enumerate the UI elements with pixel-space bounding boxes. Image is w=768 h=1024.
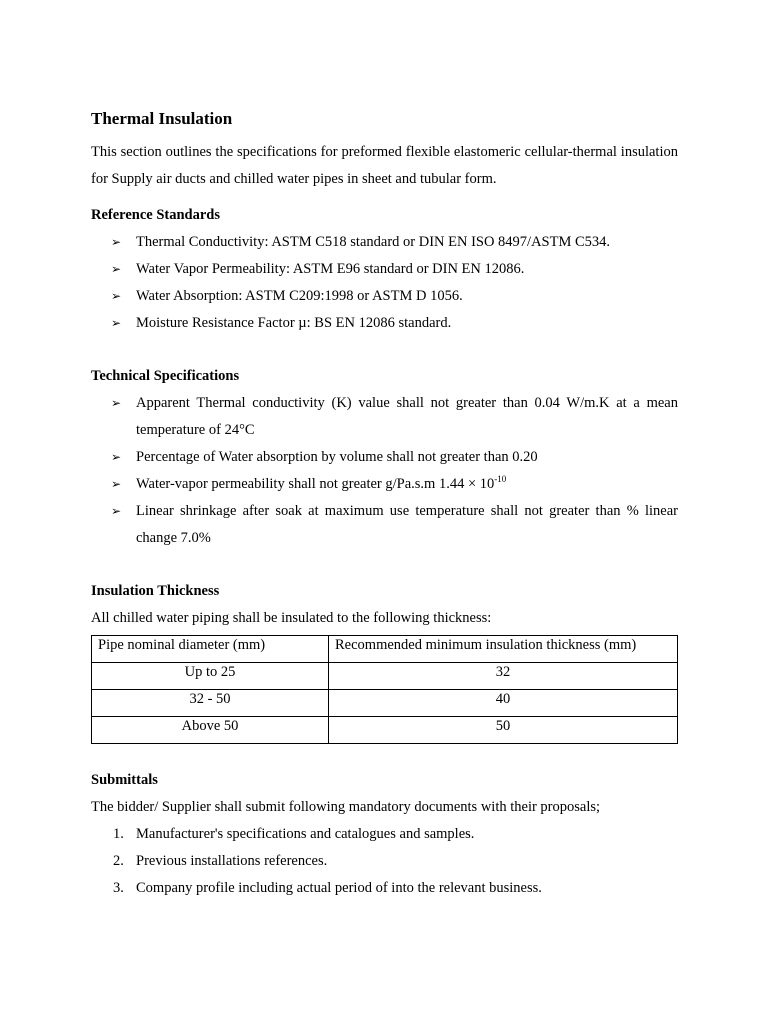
list-item: ➢ Moisture Resistance Factor µ: BS EN 12086 standard. <box>91 310 678 337</box>
reference-standards-heading: Reference Standards <box>91 207 221 223</box>
table-cell: Above 50 <box>92 717 329 744</box>
table-cell: 50 <box>329 717 678 744</box>
arrow-bullet-icon: ➢ <box>111 235 122 249</box>
table-row <box>92 690 678 717</box>
list-item: ➢ Thermal Conductivity: ASTM C518 standard or DIN EN ISO 8497/ASTM C534. <box>91 229 678 256</box>
table-row <box>92 663 678 690</box>
list-item: 2. Previous installations references. <box>113 853 328 869</box>
column-header: Recommended minimum insulation thickness (mm) <box>329 636 678 663</box>
table-cell: 32 <box>329 663 678 690</box>
column-header: Pipe nominal diameter (mm) <box>92 636 329 663</box>
document-body <box>91 108 678 902</box>
list-item: ➢ Water Vapor Permeability: ASTM E96 standard or DIN EN 12086. <box>91 256 678 283</box>
technical-specifications-heading: Technical Specifications <box>91 368 240 384</box>
arrow-bullet-icon: ➢ <box>111 477 122 491</box>
table-cell: 32 - 50 <box>92 690 329 717</box>
list-item: ➢ Water Absorption: ASTM C209:1998 or ASTM D 1056. <box>91 283 678 310</box>
list-item: ➢ Percentage of Water absorption by volume shall not greater than 0.20 <box>91 444 678 471</box>
insulation-thickness-heading: Insulation Thickness <box>91 583 220 599</box>
arrow-bullet-icon: ➢ <box>111 289 122 303</box>
submittals-intro: The bidder/ Supplier shall submit following mandatory documents with their proposals; <box>91 799 601 815</box>
page-title: Thermal Insulation <box>91 109 233 128</box>
list-item: ➢ Linear shrinkage after soak at maximum use temperature shall not greater than % linear change 7.0% <box>91 498 678 552</box>
list-item: ➢ Water-vapor permeability shall not greater g/Pa.s.m $1.44 \times 10^{-10}$ <box>91 471 678 498</box>
arrow-bullet-icon: ➢ <box>111 396 122 410</box>
exponent: -10 <box>494 474 507 485</box>
reference-standards-list <box>91 229 678 337</box>
table-header-row <box>92 636 678 663</box>
insulation-thickness-intro: All chilled water piping shall be insulated to the following thickness: <box>91 610 492 626</box>
submittals-heading: Submittals <box>91 772 158 788</box>
intro-paragraph: This section outlines the specifications for preformed flexible elastomeric cellular-thermal insulation for Supply air ducts and chilled water pipes in sheet and tubular form. <box>91 144 678 187</box>
technical-specifications-list <box>91 390 678 552</box>
table-row <box>92 717 678 744</box>
arrow-bullet-icon: ➢ <box>111 450 122 464</box>
insulation-thickness-table <box>91 635 678 744</box>
list-item: 3. Company profile including actual period of into the relevant business. <box>113 880 542 896</box>
table-cell: Up to 25 <box>92 663 329 690</box>
arrow-bullet-icon: ➢ <box>111 316 122 330</box>
list-item: ➢ Apparent Thermal conductivity (K) value shall not greater than 0.04 W/m.K at a mean temperature of 24°C <box>91 390 678 444</box>
table-cell: 40 <box>329 690 678 717</box>
arrow-bullet-icon: ➢ <box>111 262 122 276</box>
list-item: 1. Manufacturer's specifications and catalogues and samples. <box>113 826 475 842</box>
submittals-list <box>91 821 678 902</box>
arrow-bullet-icon: ➢ <box>111 504 122 518</box>
